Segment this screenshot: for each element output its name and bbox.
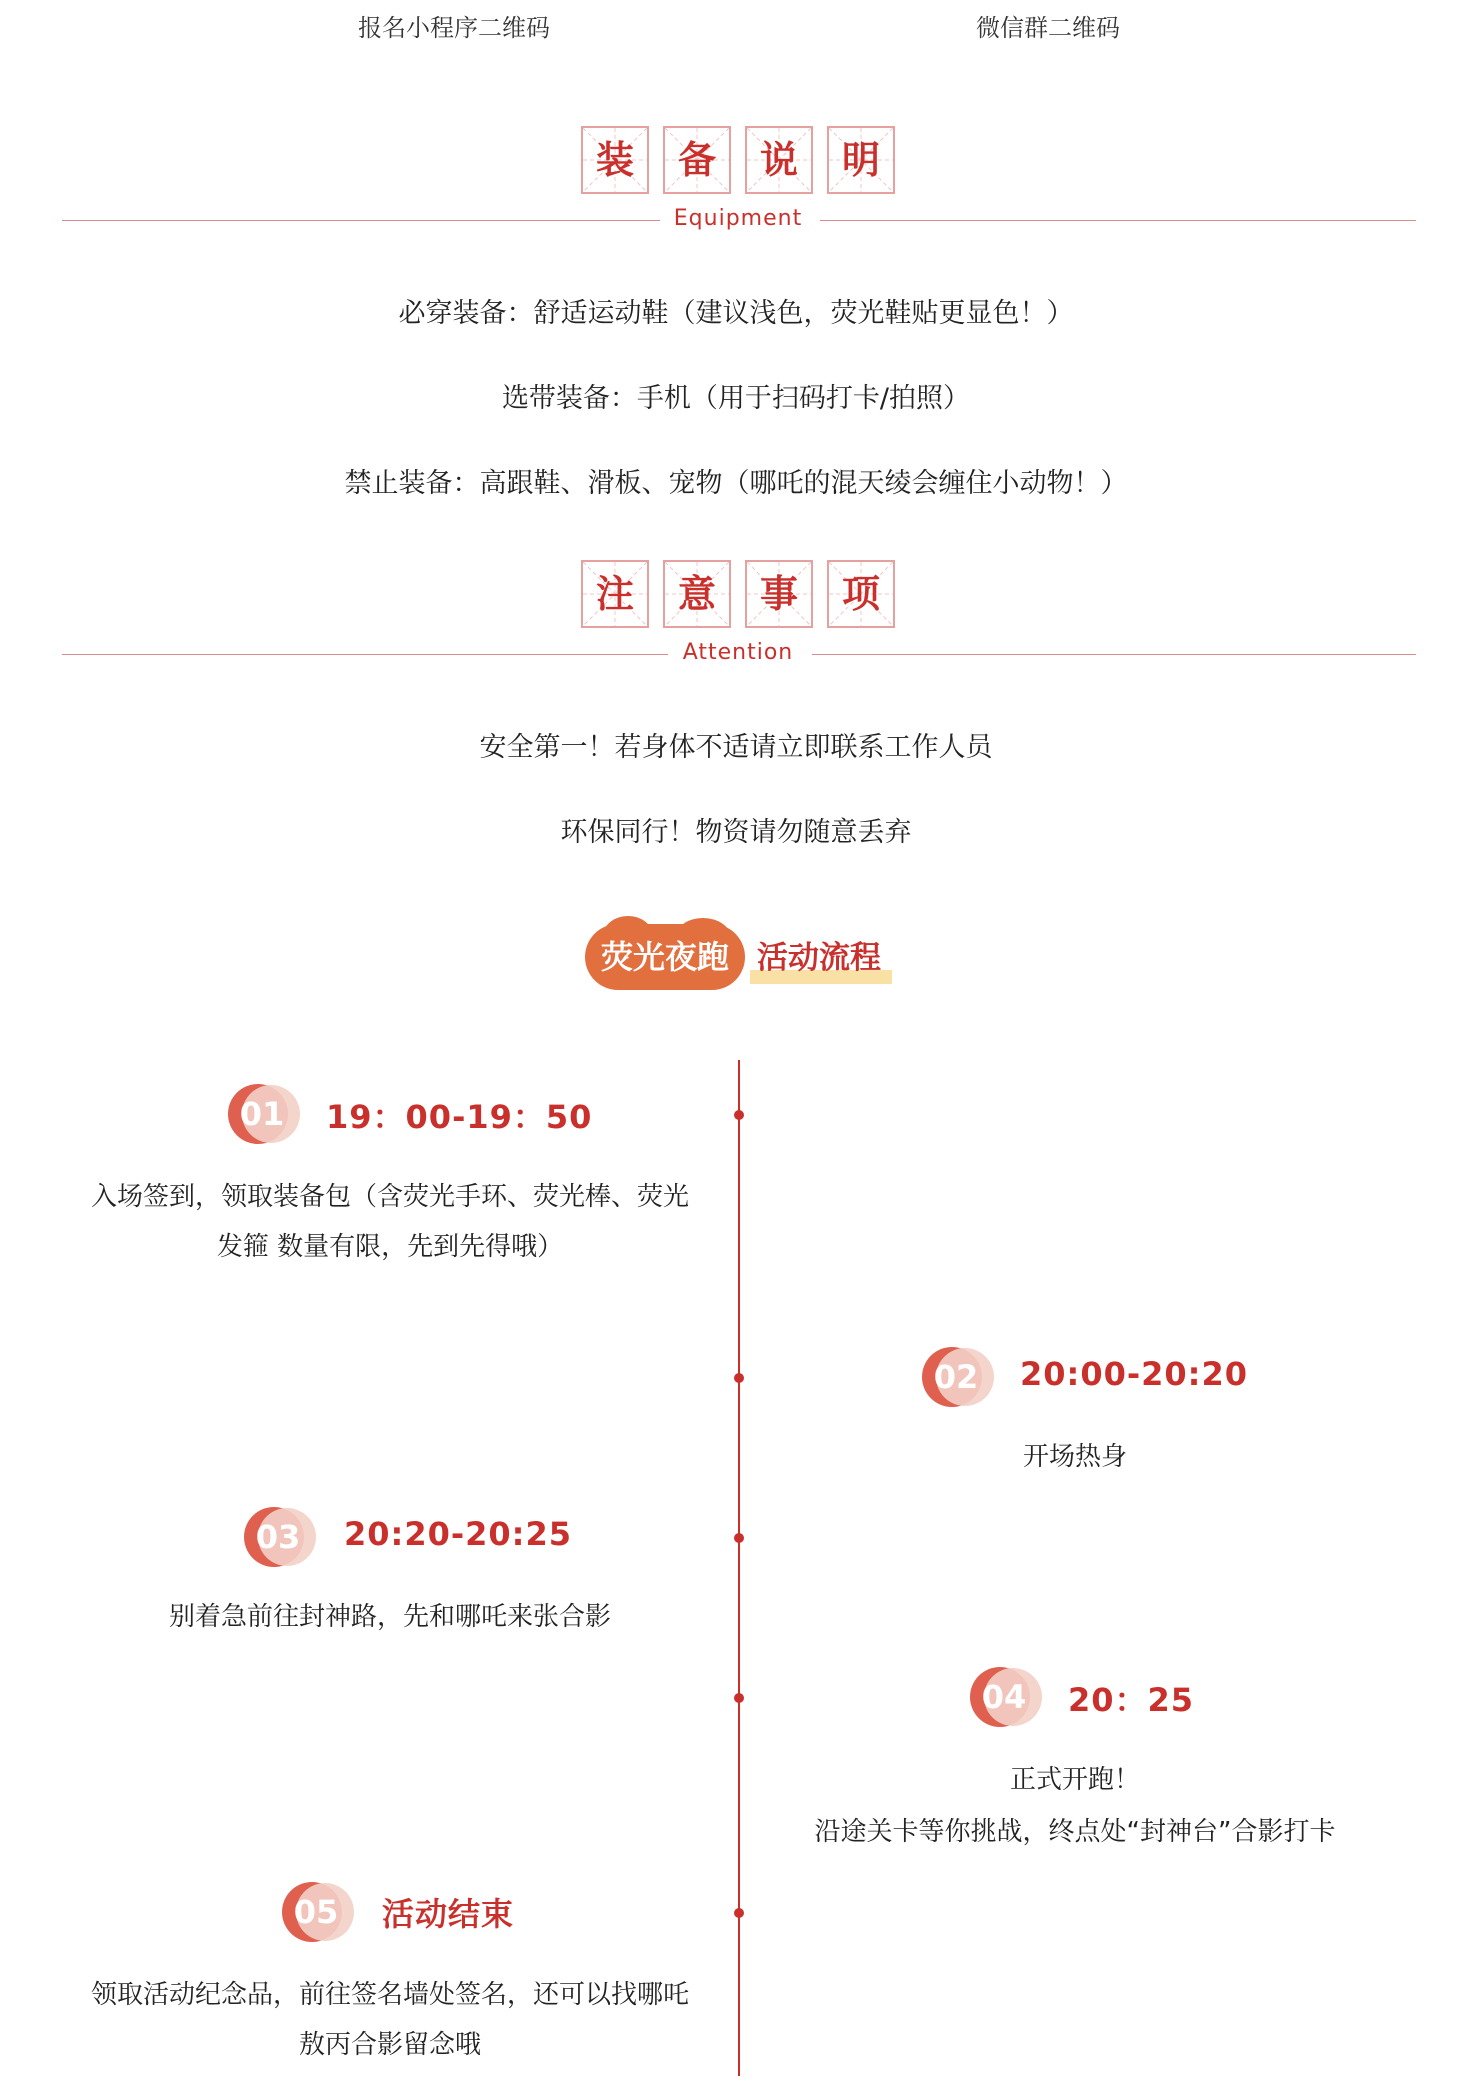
equipment-required: 必穿装备：舒适运动鞋（建议浅色，荧光鞋贴更显色！） (398, 298, 1074, 329)
wechat-group-qr-label: 微信群二维码 (976, 14, 1120, 42)
attention-section-header (60, 560, 1416, 670)
flow-badge: 荧光夜跑 (585, 924, 745, 990)
equipment-section-header (60, 126, 1416, 236)
title-char-box: 项 (827, 560, 895, 628)
step-number-badge: 03 (244, 1507, 304, 1567)
step-description: 沿途关卡等你挑战，终点处“封神台”合影打卡 (814, 1817, 1336, 1847)
title-char-box: 意 (663, 560, 731, 628)
equipment-forbidden: 禁止装备：高跟鞋、滑板、宠物（哪吒的混天绫会缠住小动物！） (344, 468, 1128, 499)
title-char-box: 事 (745, 560, 813, 628)
timeline-dot (734, 1110, 744, 1120)
step-description: 开场热身 (1022, 1442, 1127, 1472)
attention-title (60, 560, 1416, 632)
title-char-box: 注 (581, 560, 649, 628)
step-number-badge: 01 (228, 1084, 288, 1144)
step-number-badge: 05 (282, 1882, 342, 1942)
equipment-title (60, 126, 1416, 198)
step-time: 20:20-20:25 (344, 1515, 572, 1553)
step-description: 敖丙合影留念哦 (298, 2030, 481, 2060)
attention-environment: 环保同行！物资请勿随意丢弃 (560, 817, 912, 848)
attention-safety: 安全第一！若身体不适请立即联系工作人员 (479, 732, 993, 763)
step-time: 19：00-19：50 (326, 1098, 593, 1136)
title-char-box: 装 (581, 126, 649, 194)
step-time: 20:00-20:20 (1020, 1355, 1248, 1393)
step-number-badge: 02 (922, 1347, 982, 1407)
step-time: 活动结束 (382, 1895, 515, 1933)
timeline-dot (734, 1693, 744, 1703)
title-char-box: 明 (827, 126, 895, 194)
step-time: 20：25 (1068, 1681, 1195, 1719)
timeline-dot (734, 1373, 744, 1383)
step-description: 入场签到，领取装备包（含荧光手环、荧光棒、荧光 (90, 1182, 689, 1212)
timeline-dot (734, 1908, 744, 1918)
step-description: 发箍 数量有限，先到先得哦） (216, 1232, 564, 1262)
equipment-subtitle: Equipment (673, 206, 803, 231)
attention-subtitle: Attention (682, 640, 794, 665)
step-description: 正式开跑！ (1009, 1765, 1140, 1795)
step-description: 别着急前往封神路，先和哪吒来张合影 (168, 1602, 611, 1632)
equipment-optional: 选带装备：手机（用于扫码打卡/拍照） (501, 383, 971, 414)
flow-title: 活动流程 (757, 940, 881, 976)
title-char-box: 备 (663, 126, 731, 194)
signup-qr-label: 报名小程序二维码 (358, 14, 550, 42)
title-char-box: 说 (745, 126, 813, 194)
step-description: 领取活动纪念品，前往签名墙处签名，还可以找哪吒 (90, 1980, 689, 2010)
timeline-dot (734, 1533, 744, 1543)
step-number-badge: 04 (970, 1667, 1030, 1727)
